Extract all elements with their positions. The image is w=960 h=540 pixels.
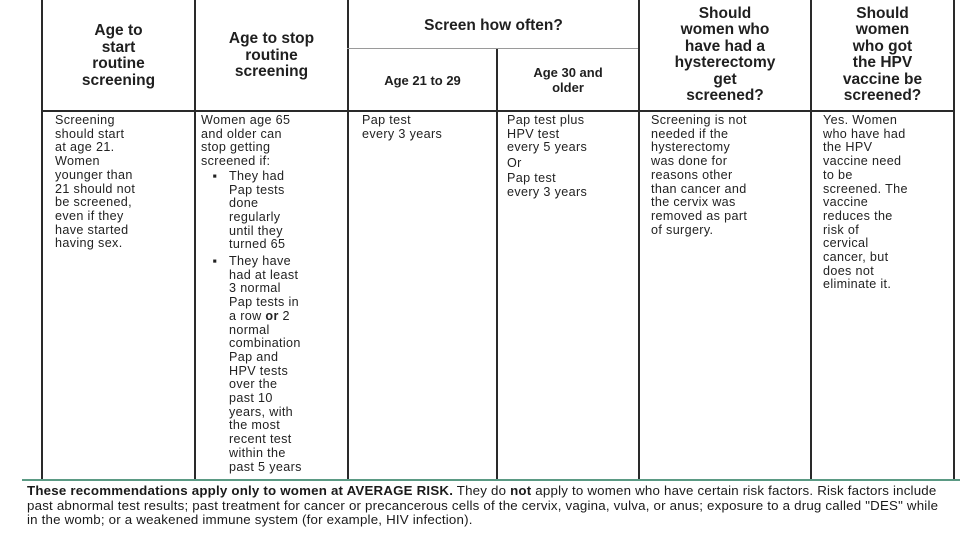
column-divider-3 — [496, 48, 498, 479]
header-age-start: Age to start routine screening — [81, 22, 156, 89]
footer-divider — [22, 479, 960, 481]
bullet-icon: ▪ — [212, 254, 218, 269]
bullet-icon: ▪ — [212, 168, 218, 183]
footer-note: These recommendations apply only to women at AVERAGE RISK. They do not apply to women who have certain risk factors. Risk factors include past abnormal test results; past treatment for cancer or precancerous cells of the cervix, vagina, vulva, or anus; exposure to a drug called "DES" while in the womb; or a weakened immune system (for example, HIV infection). — [27, 483, 939, 528]
subheader-age-21-29: Age 21 to 29 — [384, 72, 461, 88]
cell-age-30-older: Pap test plus HPV test every 5 years Or Pap test every 3 years — [507, 113, 588, 199]
subheader-divider — [347, 48, 638, 49]
header-screen-how-often: Screen how often? — [424, 16, 563, 34]
cell-hysterectomy: Screening is not needed if the hysterectomy was done for reasons other than cancer and the cervix was removed as part of surgery. — [651, 113, 748, 237]
age-stop-bullet-1: ▪ They had Pap tests done regularly until they turned 65 — [201, 170, 346, 252]
header-age-stop: Age to stop routine screening — [228, 30, 315, 81]
header-divider — [41, 110, 955, 112]
cell-age-21-29: Pap test every 3 years — [362, 113, 443, 141]
age-stop-bullet-2: ▪ They have had at least 3 normal Pap tests in a row or 2 normal combination Pap and HPV tests over the past 10 years, with the most recent test within the past 5 years — [201, 255, 346, 474]
cell-age-stop: Women age 65 and older can stop getting screened if: ▪ They had Pap tests done regularly until they turned 65 ▪ They have had at least 3 normal Pap tests in a row or 2 normal combination Pap and HPV tests over the past 10 years, with the most recent test within the past 5 years — [201, 114, 346, 474]
header-hysterectomy: Should women who have had a hysterectomy get screened? — [674, 4, 776, 104]
table-border-right — [953, 0, 955, 479]
header-hpv-vaccine: Should women who got the HPV vaccine be screened? — [842, 4, 923, 104]
subheader-age-30-older: Age 30 and older — [533, 65, 603, 95]
cell-age-start: Screening should start at age 21. Women younger than 21 should not be screened, even if they have started having sex. — [55, 113, 136, 251]
cell-hpv-vaccine: Yes. Women who have had the HPV vaccine need to be screened. The vaccine reduces the risk of cervical cancer, but does not eliminate it. — [823, 113, 908, 292]
footer-lead: These recommendations apply only to women at AVERAGE RISK. — [27, 483, 454, 498]
